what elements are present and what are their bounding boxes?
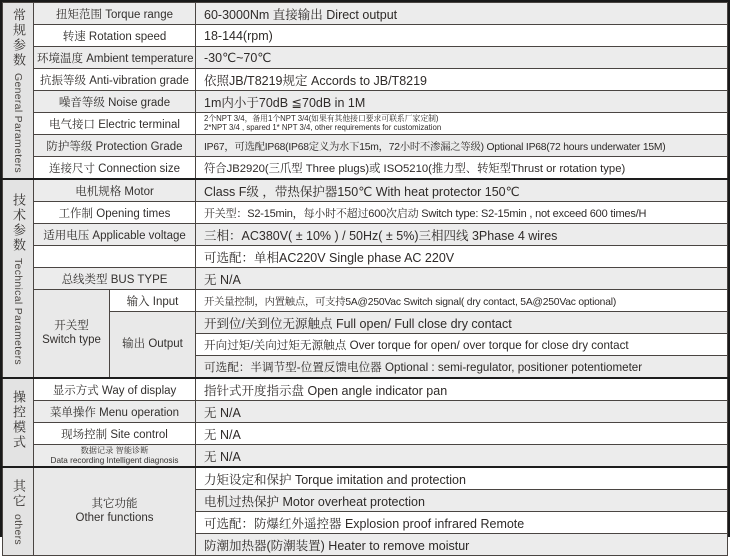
param-label-electric-terminal: 电气接口 Electric terminal xyxy=(34,113,196,135)
section-label-technical: 技术参数Technical Parameters xyxy=(3,179,34,378)
param-value-moisture-heater: 防潮加热器(防潮装置) Heater to remove moistur xyxy=(196,534,728,556)
param-label-connection-size: 连接尺寸 Connection size xyxy=(34,157,196,180)
param-value-bus-type: 无 N/A xyxy=(196,268,728,290)
param-value-input: 开关量控制，内置触点，可支持5A@250Vac Switch signal( dry contact, 5A@250Vac optional) xyxy=(196,290,728,312)
param-value-protection-grade: IP67，可选配IP68(IP68定义为水下15m，72小时不渗漏之等级) Optional IP68(72 hours underwater 15M) xyxy=(196,135,728,157)
param-value-site-control: 无 N/A xyxy=(196,423,728,445)
param-value-output-3: 可选配：半调节型-位置反馈电位器 Optional : semi-regulator, positioner potentiometer xyxy=(196,356,728,379)
param-value-menu-operation: 无 N/A xyxy=(196,401,728,423)
param-value-opening-times: 开关型：S2-15min，每小时不超过600次启动 Switch type: S2-15min , not exceed 600 times/H xyxy=(196,202,728,224)
param-value-torque-protection: 力矩设定和保护 Torque imitation and protection xyxy=(196,467,728,490)
section-label-others: 其它others xyxy=(3,467,34,556)
param-value-voltage-1phase: 可选配：单相AC220V Single phase AC 220V xyxy=(196,246,728,268)
param-value-anti-vibration: 依照JB/T8219规定 Accords to JB/T8219 xyxy=(196,69,728,91)
param-value-overheat-protection: 电机过热保护 Motor overheat protection xyxy=(196,490,728,512)
param-label-torque-range: 扭矩范围 Torque range xyxy=(34,3,196,25)
param-label-rotation-speed: 转速 Rotation speed xyxy=(34,25,196,47)
param-label-data-recording: 数据记录 智能诊断 Data recording Intelligent diagnosis xyxy=(34,445,196,468)
param-label-way-of-display: 显示方式 Way of display xyxy=(34,378,196,401)
param-label-menu-operation: 菜单操作 Menu operation xyxy=(34,401,196,423)
param-value-way-of-display: 指针式开度指示盘 Open angle indicator pan xyxy=(196,378,728,401)
param-label-applicable-voltage: 适用电压 Applicable voltage xyxy=(34,224,196,246)
param-label-voltage-optional xyxy=(34,246,196,268)
param-value-data-recording: 无 N/A xyxy=(196,445,728,468)
group-label-other-functions: 其它功能 Other functions xyxy=(34,467,196,556)
section-label-general: 常规参数General Parameters xyxy=(3,3,34,180)
section-label-control-mode: 操控模式 xyxy=(3,378,34,467)
param-label-motor: 电机规格 Motor xyxy=(34,179,196,202)
param-label-ambient-temperature: 环境温度 Ambient temperature xyxy=(34,47,196,69)
param-value-infrared-remote: 可选配：防爆红外遥控器 Explosion proof infrared Remote xyxy=(196,512,728,534)
param-label-anti-vibration: 抗振等级 Anti-vibration grade xyxy=(34,69,196,91)
param-label-bus-type: 总线类型 BUS TYPE xyxy=(34,268,196,290)
param-value-electric-terminal: 2个NPT 3/4，备用1个NPT 3/4(如果有其他接口要求可联系厂家定制) 2*NPT 3/4 , spared 1* NPT 3/4, other requirements for customization xyxy=(196,113,728,135)
spec-table xyxy=(2,2,728,556)
param-label-site-control: 现场控制 Site control xyxy=(34,423,196,445)
param-value-output-1: 开到位/关到位无源触点 Full open/ Full close dry contact xyxy=(196,312,728,334)
param-value-torque-range: 60-3000Nm 直接输出 Direct output xyxy=(196,3,728,25)
param-value-motor: Class F级 ，带热保护器150℃ With heat protector 150℃ xyxy=(196,179,728,202)
param-value-noise-grade: 1m内小于70dB ≦70dB in 1M xyxy=(196,91,728,113)
param-value-rotation-speed: 18-144(rpm) xyxy=(196,25,728,47)
param-value-voltage-3phase: 三相：AC380V( ± 10% ) / 50Hz( ± 5%)三相四线 3Phase 4 wires xyxy=(196,224,728,246)
group-label-switch-type: 开关型 Switch type xyxy=(34,290,110,379)
param-label-noise-grade: 噪音等级 Noise grade xyxy=(34,91,196,113)
param-label-input: 输入 Input xyxy=(110,290,196,312)
param-label-protection-grade: 防护等级 Protection Grade xyxy=(34,135,196,157)
param-label-output: 输出 Output xyxy=(110,312,196,379)
param-value-ambient-temperature: -30℃~70℃ xyxy=(196,47,728,69)
param-label-opening-times: 工作制 Opening times xyxy=(34,202,196,224)
param-value-output-2: 开向过矩/关向过矩无源触点 Over torque for open/ over torque for close dry contact xyxy=(196,334,728,356)
param-value-connection-size: 符合JB2920(三爪型 Three plugs)或 ISO5210(推力型、转矩型Thrust or rotation type) xyxy=(196,157,728,180)
